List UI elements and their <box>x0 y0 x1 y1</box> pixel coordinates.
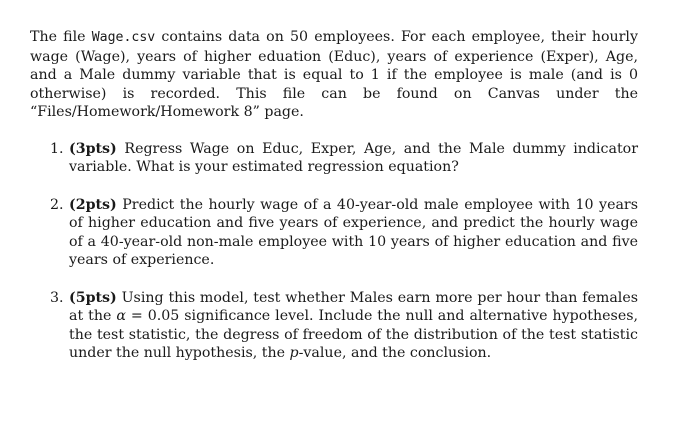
alpha-symbol: α <box>116 308 126 324</box>
problem-text-b: = 0.05 significance level. Include the null and alternative hypotheses, the test statistic, the degress of freedom of the distribution of the test statistic under the null hypothesis, the <box>69 308 639 361</box>
problem-text-a: Using this model, test whether Males earn more per hour than females at the <box>69 289 638 324</box>
problem-list <box>30 140 638 363</box>
intro-paragraph <box>30 28 638 122</box>
problem-number: 2. <box>50 196 64 213</box>
problem-text: Predict the hourly wage of a 40-year-old male employee with 10 years of higher education and five years of experience, and predict the hourly wage of a 40-year-old non-male employee with 10 years of higher education and five years of experience. <box>69 196 638 268</box>
problem-number: 1. <box>50 140 64 157</box>
problem-item-2 <box>50 196 638 270</box>
intro-text-rest: contains data on 50 employees. For each employee, their hourly wage (Wage), years of higher eduation (Educ), years of experience (Exper), Age, and a Male dummy variable that is equal to 1 if the employee is male (and is 0 otherwise) is recorded. This file can be found on Canvas under the “Files/Homework/Homework 8” page. <box>30 29 638 120</box>
p-symbol: p <box>289 345 299 361</box>
problem-points: (3pts) <box>69 140 117 157</box>
problem-points: (5pts) <box>69 289 117 306</box>
problem-body <box>69 289 638 363</box>
problem-number: 3. <box>50 289 64 306</box>
homework-page <box>30 28 638 382</box>
problem-text-c: -value, and the conclusion. <box>298 345 492 361</box>
intro-text-start: The file <box>30 29 92 45</box>
problem-points: (2pts) <box>69 196 117 213</box>
problem-item-1 <box>50 140 638 177</box>
problem-item-3 <box>50 289 638 363</box>
problem-body <box>69 140 638 177</box>
problem-body <box>69 196 638 270</box>
filename: Wage.csv <box>91 30 156 45</box>
problem-text: Regress Wage on Educ, Exper, Age, and the Male dummy indicator variable. What is your estimated regression equation? <box>69 140 638 175</box>
